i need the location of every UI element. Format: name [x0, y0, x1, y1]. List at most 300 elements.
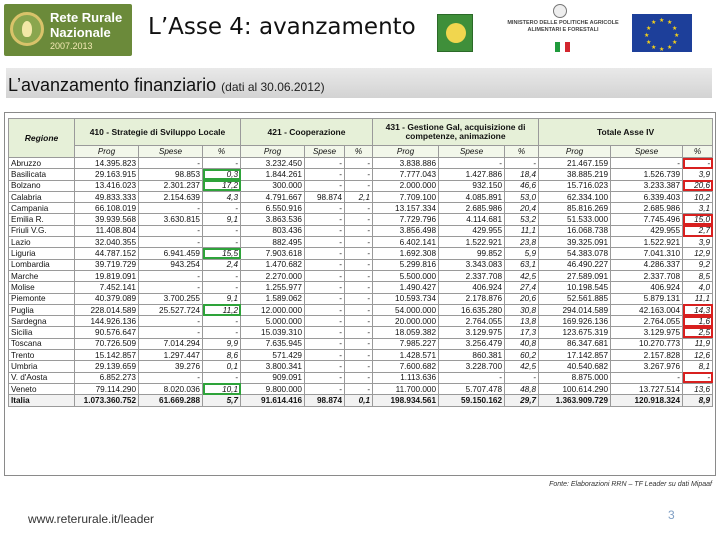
spese-cell: 99.852 — [439, 248, 505, 259]
prog-cell: 70.726.509 — [75, 338, 139, 349]
percent-cell: 29,7 — [505, 395, 539, 406]
table-row — [9, 169, 713, 180]
prog-cell: 5.000.000 — [241, 316, 305, 327]
percent-cell: - — [203, 270, 241, 281]
spese-cell: - — [305, 372, 345, 383]
prog-cell: 14.395.823 — [75, 158, 139, 169]
prog-cell: 54.383.078 — [539, 248, 611, 259]
prog-cell: 228.014.589 — [75, 304, 139, 315]
subheader-pct: % — [505, 146, 539, 158]
spese-cell: - — [305, 169, 345, 180]
logo-line-2: Nazionale — [50, 25, 111, 40]
region-cell: Abruzzo — [9, 158, 75, 169]
spese-cell: 7.745.496 — [611, 214, 683, 225]
table-row — [9, 350, 713, 361]
prog-cell: 1.470.682 — [241, 259, 305, 270]
prog-cell: 18.059.382 — [373, 327, 439, 338]
subheader-pct: % — [683, 146, 713, 158]
prog-cell: 29.139.659 — [75, 361, 139, 372]
region-cell: Sardegna — [9, 316, 75, 327]
percent-cell: 30,8 — [505, 304, 539, 315]
percent-cell: - — [345, 361, 373, 372]
table-row — [9, 327, 713, 338]
percent-cell: 0,3 — [203, 169, 241, 180]
prog-cell: 39.939.568 — [75, 214, 139, 225]
prog-cell: 86.347.681 — [539, 338, 611, 349]
leader-logo-icon — [437, 14, 473, 52]
spese-cell: 3.343.083 — [439, 259, 505, 270]
prog-cell: 5.500.000 — [373, 270, 439, 281]
spese-cell: 5.879.131 — [611, 293, 683, 304]
table-row — [9, 282, 713, 293]
prog-cell: 85.816.269 — [539, 203, 611, 214]
prog-cell: 1.692.308 — [373, 248, 439, 259]
percent-cell: 12,9 — [683, 248, 713, 259]
spese-cell: 3.256.479 — [439, 338, 505, 349]
percent-cell: 10,1 — [203, 383, 241, 394]
percent-cell: - — [345, 180, 373, 191]
prog-cell: 3.800.341 — [241, 361, 305, 372]
spese-cell: - — [139, 158, 203, 169]
region-cell: Liguria — [9, 248, 75, 259]
spese-cell: - — [139, 327, 203, 338]
table-row — [9, 158, 713, 169]
prog-cell: 27.589.091 — [539, 270, 611, 281]
italian-flag-icon — [555, 42, 570, 52]
spese-cell: 3.630.815 — [139, 214, 203, 225]
subtitle-date: (dati al 30.06.2012) — [221, 80, 325, 94]
subtitle — [8, 75, 325, 96]
spese-cell: 4.286.337 — [611, 259, 683, 270]
percent-cell: - — [345, 214, 373, 225]
spese-cell: 98.853 — [139, 169, 203, 180]
prog-cell: 169.926.136 — [539, 316, 611, 327]
prog-cell: 294.014.589 — [539, 304, 611, 315]
prog-cell: 7.985.227 — [373, 338, 439, 349]
percent-cell: 9,1 — [203, 214, 241, 225]
percent-cell: - — [345, 225, 373, 236]
prog-cell: 15.142.857 — [75, 350, 139, 361]
spese-cell: - — [305, 203, 345, 214]
spese-cell: 2.301.237 — [139, 180, 203, 191]
table-total-row — [9, 395, 713, 406]
page-title: L’Asse 4: avanzamento — [148, 14, 416, 40]
spese-cell: 8.020.036 — [139, 383, 203, 394]
prog-cell: 1.255.977 — [241, 282, 305, 293]
percent-cell: 8,6 — [203, 350, 241, 361]
spese-cell: 3.267.976 — [611, 361, 683, 372]
subheader-spese: Spese — [439, 146, 505, 158]
prog-cell: 91.614.416 — [241, 395, 305, 406]
prog-cell: 12.000.000 — [241, 304, 305, 315]
prog-cell: 32.040.355 — [75, 237, 139, 248]
subheader-spese: Spese — [139, 146, 203, 158]
spese-cell: 2.154.639 — [139, 191, 203, 202]
spese-cell: 42.163.004 — [611, 304, 683, 315]
percent-cell: - — [345, 350, 373, 361]
table-row — [9, 372, 713, 383]
percent-cell: 17,2 — [203, 180, 241, 191]
percent-cell: 5,7 — [203, 395, 241, 406]
prog-cell: 13.157.334 — [373, 203, 439, 214]
percent-cell: 5,9 — [505, 248, 539, 259]
percent-cell: 48,8 — [505, 383, 539, 394]
percent-cell: 2,1 — [345, 191, 373, 202]
percent-cell: 11,2 — [203, 304, 241, 315]
percent-cell: - — [345, 293, 373, 304]
group-header-total: Totale Asse IV — [539, 119, 713, 146]
spese-cell: 3.233.387 — [611, 180, 683, 191]
prog-cell: 2.270.000 — [241, 270, 305, 281]
italian-republic-emblem-icon — [553, 4, 567, 18]
prog-cell: 1.589.062 — [241, 293, 305, 304]
spese-cell: - — [611, 158, 683, 169]
prog-cell: 10.198.545 — [539, 282, 611, 293]
region-cell: Italia — [9, 395, 75, 406]
subheader-prog: Prog — [75, 146, 139, 158]
subheader-pct: % — [203, 146, 241, 158]
percent-cell: 18,4 — [505, 169, 539, 180]
spese-cell: 429.955 — [611, 225, 683, 236]
spese-cell: 2.337.708 — [611, 270, 683, 281]
spese-cell: - — [305, 237, 345, 248]
ministry-name — [488, 20, 638, 34]
percent-cell: 4,3 — [203, 191, 241, 202]
prog-cell: 198.934.561 — [373, 395, 439, 406]
percent-cell: 42,5 — [505, 270, 539, 281]
percent-cell: 11,9 — [683, 338, 713, 349]
percent-cell: 60,2 — [505, 350, 539, 361]
prog-cell: 6.402.141 — [373, 237, 439, 248]
spese-cell: 59.150.162 — [439, 395, 505, 406]
prog-cell: 803.436 — [241, 225, 305, 236]
prog-cell: 15.716.023 — [539, 180, 611, 191]
prog-cell: 300.000 — [241, 180, 305, 191]
prog-cell: 3.232.450 — [241, 158, 305, 169]
prog-cell: 90.576.647 — [75, 327, 139, 338]
spese-cell: - — [305, 316, 345, 327]
prog-cell: 62.334.100 — [539, 191, 611, 202]
spese-cell: 61.669.288 — [139, 395, 203, 406]
prog-cell: 20.000.000 — [373, 316, 439, 327]
data-source-note: Fonte: Elaborazioni RRN – TF Leader su dati Mipaaf — [549, 481, 712, 488]
spese-cell: 2.764.055 — [611, 316, 683, 327]
spese-cell: - — [139, 372, 203, 383]
table-row — [9, 225, 713, 236]
logo-line-3: 2007.2013 — [50, 41, 93, 51]
region-cell: Sicilia — [9, 327, 75, 338]
table-row — [9, 259, 713, 270]
region-cell: Piemonte — [9, 293, 75, 304]
percent-cell: - — [505, 372, 539, 383]
group-header-431: 431 - Gestione Gal, acquisizione di competenze, animazione — [373, 119, 539, 146]
prog-cell: 49.833.333 — [75, 191, 139, 202]
percent-cell: 9,2 — [683, 259, 713, 270]
spese-cell: - — [305, 158, 345, 169]
table-row — [9, 203, 713, 214]
percent-cell: - — [345, 327, 373, 338]
percent-cell: 3,9 — [683, 169, 713, 180]
region-cell: Calabria — [9, 191, 75, 202]
percent-cell: 1,6 — [683, 316, 713, 327]
percent-cell: - — [345, 169, 373, 180]
spese-cell: - — [305, 304, 345, 315]
spese-cell: - — [139, 203, 203, 214]
subheader-spese: Spese — [305, 146, 345, 158]
prog-cell: 11.700.000 — [373, 383, 439, 394]
spese-cell: 3.129.975 — [439, 327, 505, 338]
percent-cell: - — [203, 282, 241, 293]
prog-cell: 17.142.857 — [539, 350, 611, 361]
spese-cell: 120.918.324 — [611, 395, 683, 406]
percent-cell: - — [345, 259, 373, 270]
spese-cell: 3.228.700 — [439, 361, 505, 372]
percent-cell: 10,2 — [683, 191, 713, 202]
prog-cell: 54.000.000 — [373, 304, 439, 315]
prog-cell: 7.729.796 — [373, 214, 439, 225]
spese-cell: 6.339.403 — [611, 191, 683, 202]
spese-cell: 7.041.310 — [611, 248, 683, 259]
prog-cell: 38.885.219 — [539, 169, 611, 180]
prog-cell: 571.429 — [241, 350, 305, 361]
prog-cell: 6.550.916 — [241, 203, 305, 214]
prog-cell: 1.428.571 — [373, 350, 439, 361]
prog-cell: 144.926.136 — [75, 316, 139, 327]
spese-cell: - — [139, 316, 203, 327]
spese-cell: 2.685.986 — [439, 203, 505, 214]
percent-cell: 8,1 — [683, 361, 713, 372]
percent-cell: 42,5 — [505, 361, 539, 372]
prog-cell: 3.838.886 — [373, 158, 439, 169]
table-row — [9, 293, 713, 304]
percent-cell: 20,6 — [505, 293, 539, 304]
table-row — [9, 191, 713, 202]
percent-cell: - — [345, 237, 373, 248]
percent-cell: 2,7 — [683, 225, 713, 236]
region-cell: Umbria — [9, 361, 75, 372]
spese-cell: - — [305, 259, 345, 270]
spese-cell: 1.522.921 — [611, 237, 683, 248]
spese-cell: 4.114.681 — [439, 214, 505, 225]
spese-cell: 2.178.876 — [439, 293, 505, 304]
percent-cell: 63,1 — [505, 259, 539, 270]
spese-cell: 406.924 — [439, 282, 505, 293]
spese-cell: 1.297.447 — [139, 350, 203, 361]
prog-cell: 39.325.091 — [539, 237, 611, 248]
percent-cell: 13,8 — [505, 316, 539, 327]
spese-cell: 1.522.921 — [439, 237, 505, 248]
percent-cell: 20,4 — [505, 203, 539, 214]
spese-cell: - — [305, 383, 345, 394]
spese-cell: 98.874 — [305, 395, 345, 406]
table-row — [9, 338, 713, 349]
region-cell: Trento — [9, 350, 75, 361]
spese-cell: 2.337.708 — [439, 270, 505, 281]
region-cell: Emilia R. — [9, 214, 75, 225]
percent-cell: - — [345, 203, 373, 214]
prog-cell: 29.163.915 — [75, 169, 139, 180]
region-cell: Marche — [9, 270, 75, 281]
prog-cell: 1.073.360.752 — [75, 395, 139, 406]
percent-cell: 11,1 — [683, 293, 713, 304]
percent-cell: 2,4 — [203, 259, 241, 270]
page-number: 3 — [668, 508, 675, 522]
spese-cell: - — [305, 225, 345, 236]
percent-cell: - — [683, 158, 713, 169]
percent-cell: - — [203, 327, 241, 338]
percent-cell: - — [203, 158, 241, 169]
region-cell: Campania — [9, 203, 75, 214]
percent-cell: - — [203, 225, 241, 236]
percent-cell: - — [345, 304, 373, 315]
percent-cell: - — [345, 282, 373, 293]
percent-cell: - — [203, 316, 241, 327]
percent-cell: 9,1 — [203, 293, 241, 304]
percent-cell: 27,4 — [505, 282, 539, 293]
prog-cell: 66.108.019 — [75, 203, 139, 214]
wheat-emblem-icon — [10, 12, 44, 46]
header-band — [0, 0, 720, 62]
spese-cell: 2.685.986 — [611, 203, 683, 214]
table-subheader-row — [9, 146, 713, 158]
region-cell: Puglia — [9, 304, 75, 315]
eu-flag-icon: ★ ★ ★ ★ ★ ★ ★ ★ ★ ★ ★ ★ — [632, 14, 692, 52]
percent-cell: 23,8 — [505, 237, 539, 248]
table-row — [9, 304, 713, 315]
prog-cell: 21.467.159 — [539, 158, 611, 169]
percent-cell: - — [505, 158, 539, 169]
region-cell: Lazio — [9, 237, 75, 248]
spese-cell: - — [139, 282, 203, 293]
prog-cell: 909.091 — [241, 372, 305, 383]
subheader-pct: % — [345, 146, 373, 158]
percent-cell: 3,1 — [683, 203, 713, 214]
prog-cell: 40.379.089 — [75, 293, 139, 304]
region-cell: Lombardia — [9, 259, 75, 270]
percent-cell: - — [345, 372, 373, 383]
prog-cell: 1.363.909.729 — [539, 395, 611, 406]
prog-cell: 13.416.023 — [75, 180, 139, 191]
spese-cell: - — [305, 282, 345, 293]
footer-url: www.reterurale.it/leader — [28, 512, 155, 526]
prog-cell: 9.800.000 — [241, 383, 305, 394]
percent-cell: 3,9 — [683, 237, 713, 248]
prog-cell: 19.819.091 — [75, 270, 139, 281]
percent-cell: - — [345, 316, 373, 327]
table-row — [9, 316, 713, 327]
spese-cell: 1.427.886 — [439, 169, 505, 180]
region-column-header: Regione — [9, 119, 75, 158]
spese-cell: - — [305, 350, 345, 361]
ministry-line-2: ALIMENTARI E FORESTALI — [527, 27, 599, 33]
percent-cell: - — [345, 338, 373, 349]
prog-cell: 15.039.310 — [241, 327, 305, 338]
subheader-prog: Prog — [373, 146, 439, 158]
spese-cell: 2.157.828 — [611, 350, 683, 361]
percent-cell: 8,9 — [683, 395, 713, 406]
spese-cell: - — [611, 372, 683, 383]
spese-cell: 1.526.739 — [611, 169, 683, 180]
spese-cell: 6.941.459 — [139, 248, 203, 259]
table-body — [9, 158, 713, 407]
spese-cell: - — [305, 214, 345, 225]
subheader-prog: Prog — [539, 146, 611, 158]
percent-cell: 0,1 — [203, 361, 241, 372]
prog-cell: 3.856.498 — [373, 225, 439, 236]
prog-cell: 6.852.273 — [75, 372, 139, 383]
table-row — [9, 383, 713, 394]
spese-cell: 5.707.478 — [439, 383, 505, 394]
table-row — [9, 248, 713, 259]
group-header-421: 421 - Cooperazione — [241, 119, 373, 146]
prog-cell: 2.000.000 — [373, 180, 439, 191]
prog-cell: 39.719.729 — [75, 259, 139, 270]
spese-cell: - — [139, 270, 203, 281]
percent-cell: 40,8 — [505, 338, 539, 349]
prog-cell: 7.600.682 — [373, 361, 439, 372]
prog-cell: 882.495 — [241, 237, 305, 248]
prog-cell: 5.299.816 — [373, 259, 439, 270]
percent-cell: 15,5 — [203, 248, 241, 259]
percent-cell: - — [683, 372, 713, 383]
percent-cell: 17,3 — [505, 327, 539, 338]
prog-cell: 7.903.618 — [241, 248, 305, 259]
prog-cell: 46.490.227 — [539, 259, 611, 270]
spese-cell: 406.924 — [611, 282, 683, 293]
prog-cell: 44.787.152 — [75, 248, 139, 259]
prog-cell: 79.114.290 — [75, 383, 139, 394]
prog-cell: 51.533.000 — [539, 214, 611, 225]
spese-cell: 10.270.773 — [611, 338, 683, 349]
spese-cell: - — [305, 327, 345, 338]
spese-cell: 25.527.724 — [139, 304, 203, 315]
spese-cell: - — [305, 361, 345, 372]
spese-cell: - — [305, 338, 345, 349]
prog-cell: 10.593.734 — [373, 293, 439, 304]
spese-cell: 943.254 — [139, 259, 203, 270]
table-group-header-row — [9, 119, 713, 146]
percent-cell: 9,9 — [203, 338, 241, 349]
spese-cell: 429.955 — [439, 225, 505, 236]
percent-cell: 20,6 — [683, 180, 713, 191]
table-row — [9, 180, 713, 191]
prog-cell: 1.490.427 — [373, 282, 439, 293]
spese-cell: 3.700.255 — [139, 293, 203, 304]
logo-line-1: Rete Rurale — [50, 10, 123, 25]
percent-cell: - — [345, 270, 373, 281]
table-row — [9, 214, 713, 225]
region-cell: Molise — [9, 282, 75, 293]
prog-cell: 40.540.682 — [539, 361, 611, 372]
rete-rurale-logo — [4, 4, 132, 56]
spese-cell: - — [305, 180, 345, 191]
spese-cell: - — [305, 248, 345, 259]
prog-cell: 1.844.261 — [241, 169, 305, 180]
percent-cell: 13,6 — [683, 383, 713, 394]
spese-cell: - — [139, 237, 203, 248]
spese-cell: 4.085.891 — [439, 191, 505, 202]
region-cell: Friuli V.G. — [9, 225, 75, 236]
region-cell: Basilicata — [9, 169, 75, 180]
spese-cell: 13.727.514 — [611, 383, 683, 394]
percent-cell: 8,5 — [683, 270, 713, 281]
subheader-prog: Prog — [241, 146, 305, 158]
percent-cell: 53,0 — [505, 191, 539, 202]
spese-cell: - — [439, 158, 505, 169]
prog-cell: 52.561.885 — [539, 293, 611, 304]
percent-cell: - — [203, 203, 241, 214]
prog-cell: 100.614.290 — [539, 383, 611, 394]
